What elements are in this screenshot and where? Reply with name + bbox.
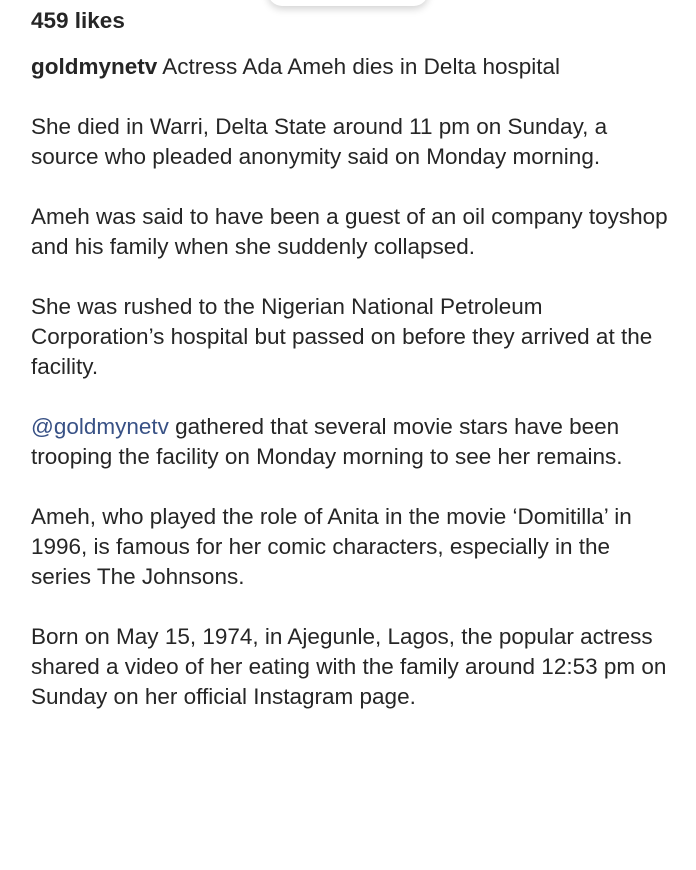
post-username[interactable]: goldmynetv <box>31 54 158 79</box>
mention-link[interactable]: @goldmynetv <box>31 414 169 439</box>
headline-text: Actress Ada Ameh dies in Delta hospital <box>162 54 561 79</box>
caption-paragraph-5: Ameh, who played the role of Anita in the movie ‘Domitilla’ in 1996, is famous for her comic characters, especially in the series The Johnsons. <box>31 504 632 589</box>
caption-headline <box>31 50 671 84</box>
caption-paragraph-4-text: gathered that several movie stars have been trooping the facility on Monday morning to see her remains. <box>31 414 623 469</box>
caption-paragraph-4 <box>31 412 671 472</box>
caption-paragraph-3: She was rushed to the Nigerian National Petroleum Corporation’s hospital but passed on before they arrived at the facility. <box>31 294 653 379</box>
caption-paragraph-1: She died in Warri, Delta State around 11 pm on Sunday, a source who pleaded anonymity said on Monday morning. <box>31 114 608 169</box>
likes-count[interactable]: 459 likes <box>31 8 125 33</box>
post-caption <box>31 4 671 712</box>
caption-paragraph-2: Ameh was said to have been a guest of an oil company toyshop and his family when she suddenly collapsed. <box>31 204 668 259</box>
caption-paragraph-6: Born on May 15, 1974, in Ajegunle, Lagos, the popular actress shared a video of her eating with the family around 12:53 pm on Sunday on her official Instagram page. <box>31 624 667 709</box>
